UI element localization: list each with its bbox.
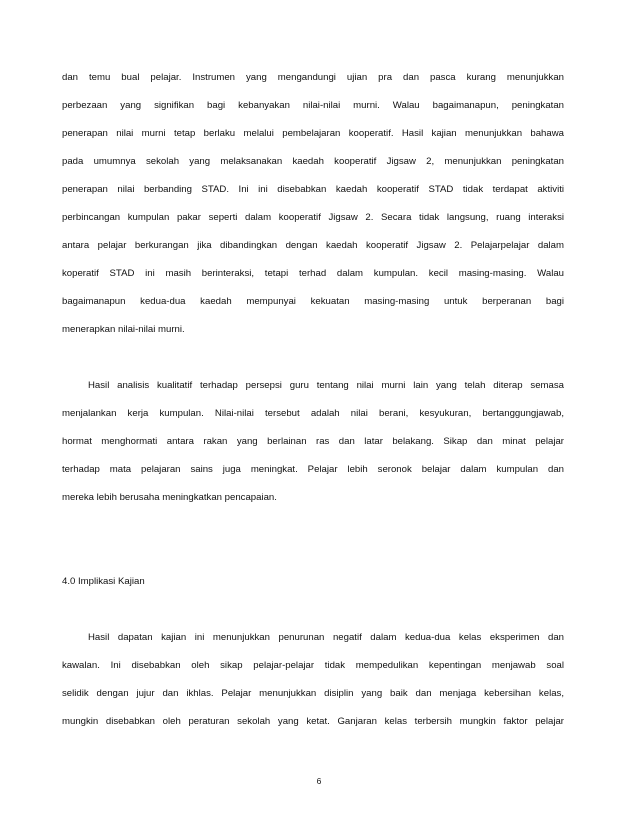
text-line: Hasil analisis kualitatif terhadap persepsi guru tentang nilai murni lain yang telah diterap semasa — [88, 380, 564, 391]
text-line: menerapkan nilai-nilai murni. — [62, 324, 185, 335]
text-line: perbezaan yang signifikan bagi kebanyakan nilai-nilai murni. Walau bagaimanapun, peningkatan — [62, 100, 564, 111]
text-line: mereka lebih berusaha meningkatkan pencapaian. — [62, 492, 277, 503]
text-line: menjalankan kerja kumpulan. Nilai-nilai tersebut adalah nilai berani, kesyukuran, bertanggungjawab, — [62, 408, 564, 419]
text-line: penerapan nilai berbanding STAD. Ini ini disebabkan kaedah kooperatif STAD tidak terdapat aktiviti — [62, 184, 564, 195]
page-number: 6 — [316, 776, 322, 786]
text-line: terhadap mata pelajaran sains juga meningkat. Pelajar lebih seronok belajar dalam kumpulan dan — [62, 464, 564, 475]
text-line: penerapan nilai murni tetap berlaku melalui pembelajaran kooperatif. Hasil kajian menunjukkan bahawa — [62, 128, 564, 139]
text-line: Hasil dapatan kajian ini menunjukkan penurunan negatif dalam kedua-dua kelas eksperimen dan — [88, 632, 564, 643]
text-line: selidik dengan jujur dan ikhlas. Pelajar menunjukkan disiplin yang baik dan menjaga kebersihan kelas, — [62, 688, 564, 699]
text-line: perbincangan kumpulan pakar seperti dalam kooperatif Jigsaw 2. Secara tidak langsung, ruang interaksi — [62, 212, 564, 223]
text-line: pada umumnya sekolah yang melaksanakan kaedah kooperatif Jigsaw 2, menunjukkan peningkatan — [62, 156, 564, 167]
text-line: dan temu bual pelajar. Instrumen yang mengandungi ujian pra dan pasca kurang menunjukkan — [62, 72, 564, 83]
text-line: kawalan. Ini disebabkan oleh sikap pelajar-pelajar tidak mempedulikan kepentingan menjawab soal — [62, 660, 564, 671]
text-line: bagaimanapun kedua-dua kaedah mempunyai kekuatan masing-masing untuk berperanan bagi — [62, 296, 564, 307]
section-heading: 4.0 Implikasi Kajian — [62, 576, 145, 587]
text-line: hormat menghormati antara rakan yang berlainan ras dan latar belakang. Sikap dan minat pelajar — [62, 436, 564, 447]
text-line: mungkin disebabkan oleh peraturan sekolah yang ketat. Ganjaran kelas terbersih mungkin faktor pelajar — [62, 716, 564, 727]
text-line: antara pelajar berkurangan jika dibandingkan dengan kaedah kooperatif Jigsaw 2. Pelajarpelajar dalam — [62, 240, 564, 251]
text-line: koperatif STAD ini masih berinteraksi, tetapi terhad dalam kumpulan. kecil masing-masing. Walau — [62, 268, 564, 279]
